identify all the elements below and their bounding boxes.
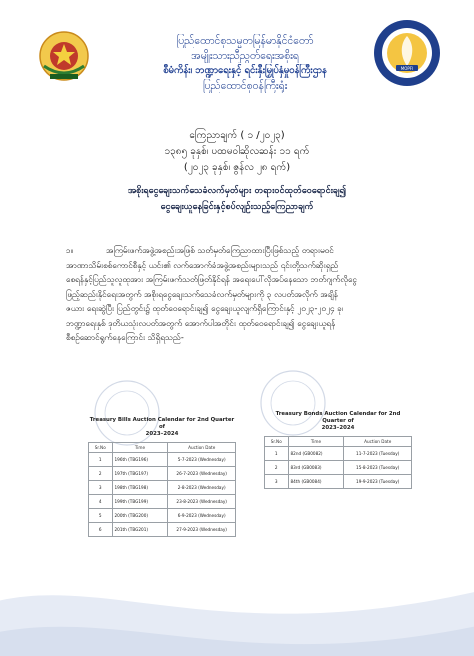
bonds-calendar-year: 2023–2024 — [321, 425, 355, 431]
column-header-srno: Sr.No — [89, 443, 113, 453]
bonds-calendar-title: Treasury Bonds Auction Calendar for 2nd Quarter of — [275, 411, 401, 424]
table-row: 4 199th (TBG199) 23-8-2023 (Wednesday) — [89, 495, 236, 509]
announcement-title-line2: ငွေချေးယူနေခြင်းနှင့်စပ်လျဉ်းသည့်ကြေညာချက် — [160, 202, 314, 212]
svg-text:MOPFI: MOPFI — [400, 66, 414, 71]
body-line: အာဏာသိမ်းစစ်ကောင်စီနှင့် ယင်း၏ လက်အောက်ခံအဖွဲ့အစည်းများသည် ၎င်းတို့သက်ဆိုးရှည် — [66, 259, 339, 270]
treasury-bonds-calendar — [264, 411, 412, 489]
table-row: 1 196th (TBG196) 5-7-2023 (Wednesday) — [89, 453, 236, 467]
table-row: 3 198th (TBG198) 2-8-2023 (Wednesday) — [89, 481, 236, 495]
state-emblem-icon — [38, 30, 90, 82]
table-row: 6 201th (TBG201) 27-9-2023 (Wednesday) — [89, 523, 236, 537]
header-line-office: ပြည်ထောင်စုဝန်ကြီးရုံး — [202, 80, 288, 92]
table-row: 5 200th (TBG200) 6-9-2023 (Wednesday) — [89, 509, 236, 523]
column-header-auction-date: Auction Date — [168, 443, 236, 453]
column-header-time: Time — [112, 443, 168, 453]
bills-table — [88, 442, 236, 537]
body-line: စေရန်နှင့်ပြည်သူလူထုအား အကြမ်းဖက်သတ်ဖြတ်နိုင်ရန် အရေးပေါ်လိုအပ်နေသော ဘတ်ဂျက်လိုငွေ — [66, 274, 357, 284]
column-header-srno: Sr.No — [265, 437, 289, 447]
body-paragraph — [66, 243, 424, 345]
body-line: ၁။ အကြမ်းဖက်အဖွဲ့အစည်းအဖြစ် သတ်မှတ်ကြေညာထားပြီးဖြစ်သည့် တရားမဝင် — [66, 243, 424, 258]
header-line-ministry: စီမံကိန်း၊ ဘဏ္ဍာရေးနှင့် ရင်းနှီးမြှုပ်နှံမှုဝန်ကြီးဌာန — [163, 65, 327, 76]
bills-calendar-year: 2023–2024 — [145, 431, 179, 437]
bonds-table — [264, 436, 412, 489]
announcement-date-gregorian: (၂၀၂၃ ခုနှစ်၊ ဇွန်လ ၂၈ ရက်) — [183, 162, 291, 173]
announcement-title-line1: အစိုးရငွေချေးသက်သေခံလက်မှတ်များ တရားဝင်ထုတ်ဝေရောင်းချ၍ — [127, 186, 347, 196]
table-header-row — [265, 437, 412, 447]
body-line: ဘဏ္ဍာရေးနှစ် ဒုတိယသုံးလပတ်အတွက် အောက်ပါအတိုင်း ထုတ်ဝေရောင်းချ၍ ငွေချေးယူရန် — [66, 317, 336, 328]
announcement-number: ကြေညာချက် ( ၁ /၂၀၂၃) — [189, 130, 285, 141]
table-header-row — [89, 443, 236, 453]
announcement-date-myanmar: ၁၃၈၅ ခုနှစ်၊ ပထမဝါဆိုလဆန်း ၁၁ ရက် — [164, 146, 310, 157]
ministry-seal-icon — [372, 18, 442, 88]
table-row: 3 84th (GB0084) 19-9-2023 (Tuesday) — [265, 475, 412, 489]
table-row: 1 82nd (GB0082) 11-7-2023 (Tuesday) — [265, 447, 412, 461]
column-header-time: Time — [288, 437, 344, 447]
header-line-government: အမျိုးသားညီညွတ်ရေးအစိုးရ — [191, 50, 299, 62]
paragraph-number: ၁။ — [66, 245, 74, 255]
body-line: ဖြည့်ဆည်းနိုင်ရေးအတွက် အစိုးရငွေချေးသက်သေခံလက်မှတ်များကို ၃ လပတ်အလိုက် အချိန် — [66, 288, 338, 299]
decorative-wave — [0, 546, 474, 656]
body-line: စီစဉ်ဆောင်ရွက်နေကြောင်း သိရှိရသည်- — [66, 332, 184, 342]
table-row: 2 83rd (GB0083) 15-8-2023 (Tuesday) — [265, 461, 412, 475]
table-row: 2 197th (TBG197) 26-7-2023 (Wednesday) — [89, 467, 236, 481]
column-header-auction-date: Auction Date — [344, 437, 412, 447]
header-line-country: ပြည်ထောင်စုသမ္မတမြန်မာနိုင်ငံတော် — [176, 35, 314, 47]
treasury-bills-calendar — [88, 417, 236, 537]
bills-calendar-title: Treasury Bills Auction Calendar for 2nd Quarter of — [89, 417, 235, 430]
body-line: ဇယား ရေးဆွဲပြီး ပြည်တွင်း၌ ထုတ်ဝေရောင်းချ၍ ငွေချေးယူလျက်ရှိကြောင်းနှင့် ၂၀၂၃-၂၀၂၄ ခု၊ — [66, 303, 344, 313]
